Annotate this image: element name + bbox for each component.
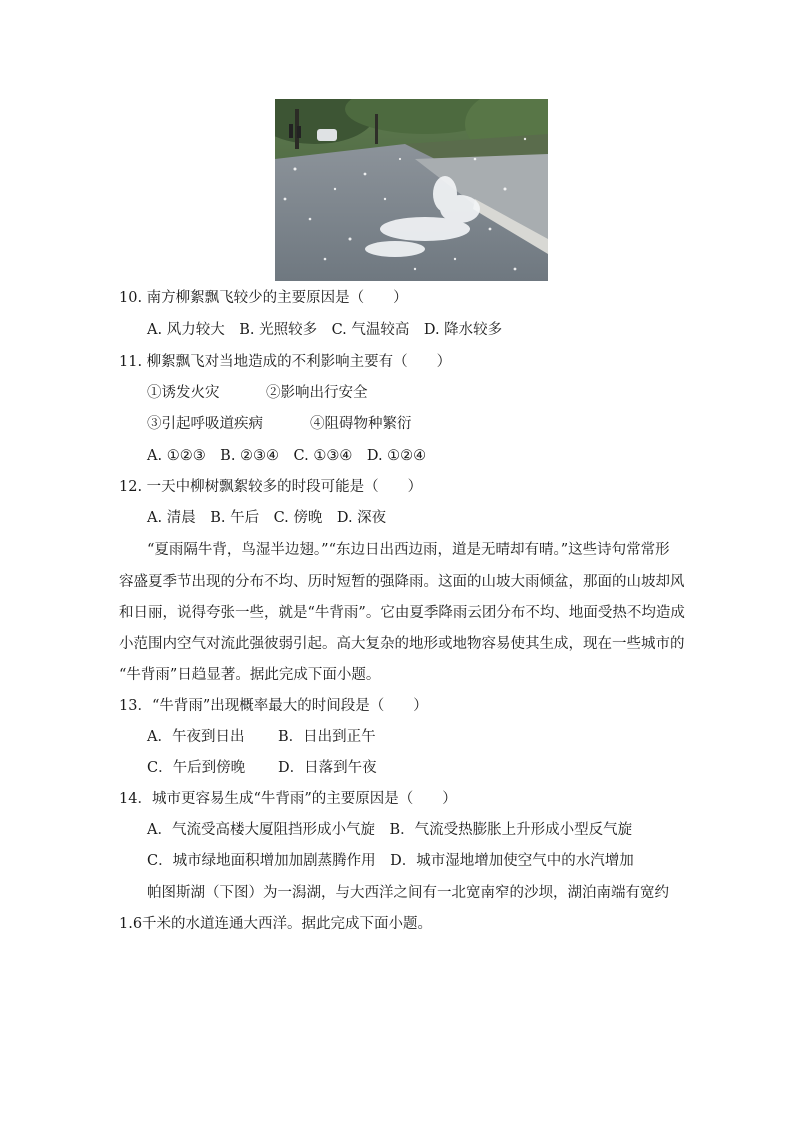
question-14-options-cd: C．城市绿地面积增加加剧蒸腾作用 D．城市湿地增加使空气中的水汽增加 [147,853,634,869]
question-10: 10. 南方柳絮飘飞较少的主要原因是（ ） [119,290,408,306]
paragraph-1-line-3: 和日丽，说得夸张一些，就是“牛背雨”。它由夏季降雨云团分布不均、地面受热不均造成 [119,605,685,621]
question-10-options: A. 风力较大 B. 光照较多 C. 气温较高 D. 降水较多 [147,322,503,338]
question-13: 13．“牛背雨”出现概率最大的时间段是（ ） [119,698,428,714]
question-12-options: A. 清晨 B. 午后 C. 傍晚 D. 深夜 [147,510,387,526]
question-11: 11. 柳絮飘飞对当地造成的不利影响主要有（ ） [119,354,452,370]
paragraph-1-line-1: “夏雨隔牛背，鸟湿半边翅。”“东边日出西边雨，道是无晴却有晴。”这些诗句常常形 [147,542,670,558]
question-11-item-4: ④阻碍物种繁衍 [310,416,412,432]
question-13-option-a: A．午夜到日出 [147,729,245,745]
question-11-item-1: ①诱发火灾 [147,385,220,401]
question-14: 14．城市更容易生成“牛背雨”的主要原因是（ ） [119,791,457,807]
willow-catkin-street-photo [275,99,548,281]
paragraph-2-line-2: 1.6千米的水道连通大西洋。据此完成下面小题。 [119,916,433,932]
question-11-options: A. ①②③ B. ②③④ C. ①③④ D. ①②④ [147,448,427,464]
question-11-item-2: ②影响出行安全 [266,385,368,401]
question-13-option-c: C．午后到傍晚 [147,760,246,776]
question-11-item-3: ③引起呼吸道疾病 [147,416,263,432]
paragraph-1-line-5: “牛背雨”日趋显著。据此完成下面小题。 [119,667,381,683]
question-12: 12. 一天中柳树飘絮较多的时段可能是（ ） [119,479,423,495]
paragraph-2-line-1: 帕图斯湖（下图）为一潟湖，与大西洋之间有一北宽南窄的沙坝，湖泊南端有宽约 [147,885,669,901]
question-13-option-b: B．日出到正午 [278,729,376,745]
question-13-option-d: D．日落到午夜 [278,760,377,776]
question-14-options-ab: A．气流受高楼大厦阻挡形成小气旋 B．气流受热膨胀上升形成小型反气旋 [147,822,633,838]
paragraph-1-line-2: 容盛夏季节出现的分布不均、历时短暂的强降雨。这面的山坡大雨倾盆，那面的山坡却风 [119,574,685,590]
paragraph-1-line-4: 小范围内空气对流此强彼弱引起。高大复杂的地形或地物容易使其生成，现在一些城市的 [119,636,685,652]
